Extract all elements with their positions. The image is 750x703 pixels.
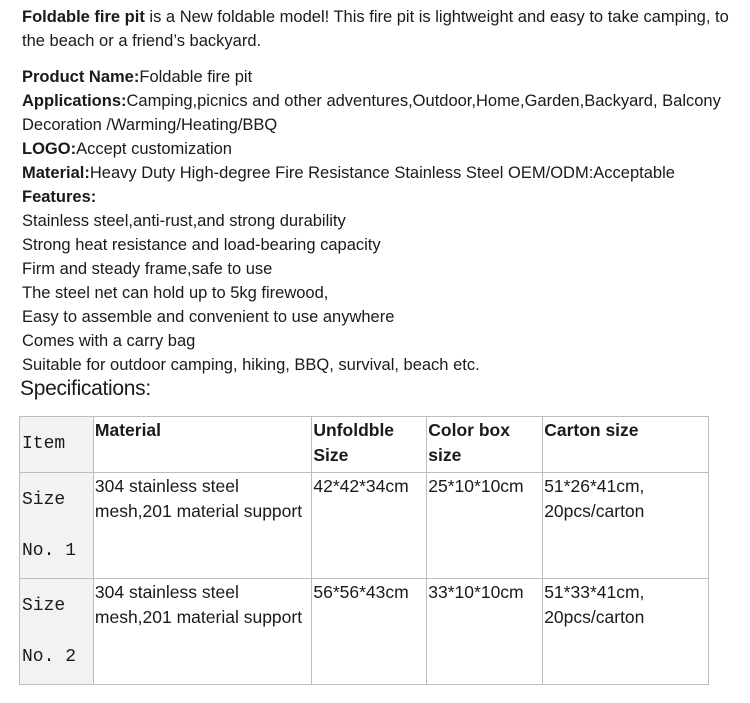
table-row <box>20 579 709 685</box>
intro-paragraph <box>22 5 742 53</box>
specifications-title: Specifications: <box>20 377 151 400</box>
feature-item: Easy to assemble and convenient to use anywhere <box>22 308 395 326</box>
detail-material: Material:Heavy Duty High-degree Fire Resistance Stainless Steel OEM/ODM:Acceptable <box>22 164 675 182</box>
row-unfold-size: 56*56*43cm <box>312 579 427 685</box>
header-carton-size: Carton size <box>543 417 709 473</box>
table-row <box>20 473 709 579</box>
intro-text: is a New foldable model! This fire pit is lightweight and easy to take camping, to the beach or a friend’s backyard. <box>22 8 729 50</box>
feature-item: Comes with a carry bag <box>22 332 196 350</box>
feature-item: Strong heat resistance and load-bearing capacity <box>22 236 381 254</box>
header-color-box-size: Color box size <box>427 417 543 473</box>
row-item: Size No. 2 <box>20 579 94 685</box>
row-color-box-size: 25*10*10cm <box>427 473 543 579</box>
row-item: Size No. 1 <box>20 473 94 579</box>
row-material: 304 stainless steel mesh,201 material support <box>93 473 311 579</box>
table-header-row <box>20 417 709 473</box>
row-material: 304 stainless steel mesh,201 material support <box>93 579 311 685</box>
row-unfold-size: 42*42*34cm <box>312 473 427 579</box>
detail-applications: Applications:Camping,picnics and other adventures,Outdoor,Home,Garden,Backyard, Balcony Decoration /Warming/Heating/BBQ <box>22 92 721 134</box>
header-item: Item <box>20 417 94 473</box>
header-unfold-size: Unfoldble Size <box>312 417 427 473</box>
intro-bold: Foldable fire pit <box>22 8 145 26</box>
product-details <box>22 65 750 377</box>
detail-product-name: Product Name:Foldable fire pit <box>22 68 253 86</box>
feature-item: Firm and steady frame,safe to use <box>22 260 273 278</box>
feature-item: The steel net can hold up to 5kg firewood, <box>22 284 329 302</box>
row-carton-size: 51*33*41cm, 20pcs/carton <box>543 579 709 685</box>
header-material: Material <box>93 417 311 473</box>
specifications-table <box>19 416 709 685</box>
detail-features-heading: Features: <box>22 188 97 206</box>
detail-logo: LOGO:Accept customization <box>22 140 232 158</box>
feature-item: Suitable for outdoor camping, hiking, BBQ, survival, beach etc. <box>22 356 480 374</box>
feature-item: Stainless steel,anti-rust,and strong durability <box>22 212 346 230</box>
row-carton-size: 51*26*41cm, 20pcs/carton <box>543 473 709 579</box>
row-color-box-size: 33*10*10cm <box>427 579 543 685</box>
